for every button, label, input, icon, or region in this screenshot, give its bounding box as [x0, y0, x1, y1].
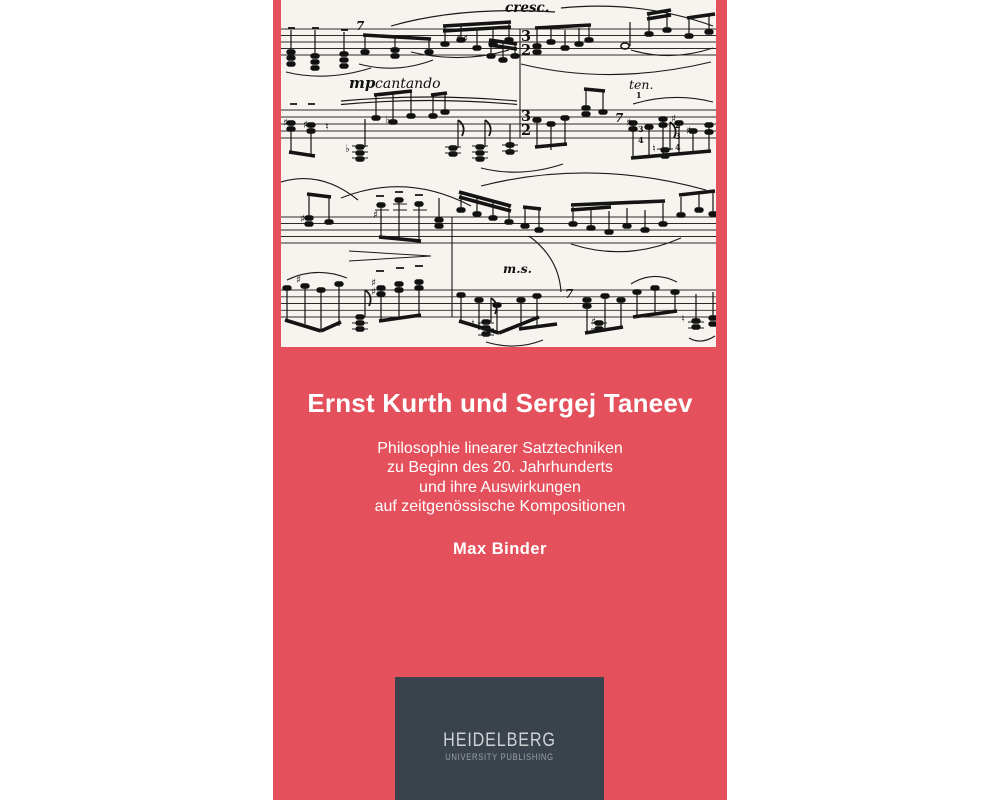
sharp-accidental: ♯	[371, 277, 377, 289]
eighth-rest: 7	[615, 111, 624, 125]
sharp-accidental: ♯	[296, 274, 302, 286]
cantando-marking: cantando	[375, 76, 441, 92]
fingering-number: 4	[675, 142, 681, 152]
author-name: Max Binder	[453, 540, 547, 558]
natural-accidental: ♮	[471, 318, 475, 330]
sharp-accidental: ♯	[371, 286, 377, 298]
fingering-number: 2	[675, 120, 681, 130]
dynamic-marking: mp	[349, 74, 376, 92]
eighth-rest: 7	[565, 287, 574, 301]
publisher-logo	[411, 677, 589, 800]
publisher-subname: UNIVERSITY PUBLISHING	[445, 752, 554, 762]
sharp-accidental: ♯	[283, 117, 289, 129]
fingering-number: 1	[636, 90, 642, 100]
flat-accidental: ♭	[385, 114, 390, 126]
fingering-number: 3	[675, 131, 681, 141]
sharp-accidental: ♯	[303, 119, 309, 131]
sharp-accidental: ♯	[686, 125, 692, 137]
book-subtitle	[273, 439, 727, 517]
natural-accidental: ♮	[652, 143, 656, 155]
tenuto-marks	[288, 28, 423, 271]
time-signature-denominator: 2	[520, 122, 532, 139]
fingering-number: 4	[638, 135, 644, 145]
sharp-accidental: ♯	[300, 213, 306, 225]
time-signature-numerator: 3	[520, 28, 532, 45]
sharp-accidental: ♯	[463, 33, 469, 45]
tenuto-marking: ten.	[629, 77, 654, 92]
time-signature-numerator: 3	[520, 108, 532, 125]
sharp-accidental: ♯	[626, 117, 632, 129]
slurs	[281, 6, 715, 346]
sheet-music-image	[281, 0, 716, 347]
rests	[356, 19, 624, 301]
fingering-numbers	[636, 90, 681, 152]
mano-sinistra-marking: m.s.	[503, 261, 532, 276]
sharp-accidental: ♯	[671, 113, 677, 125]
fingering-number: 3	[638, 124, 644, 134]
subtitle-line: Philosophie linearer Satztechniken	[377, 440, 623, 457]
time-signatures	[521, 28, 531, 139]
subtitle-line: auf zeitgenössische Kompositionen	[374, 498, 626, 516]
flat-accidental: ♭	[345, 143, 350, 155]
book-cover	[273, 0, 727, 800]
sharp-accidental: ♯	[591, 316, 597, 328]
time-signature-denominator: 2	[520, 42, 532, 59]
book-title: Ernst Kurth und Sergej Taneev	[307, 388, 693, 418]
sharp-accidental: ♯	[373, 209, 379, 221]
natural-accidental: ♮	[325, 121, 329, 133]
sheet-music-panel	[281, 0, 716, 347]
subtitle-line: und ihre Auswirkungen	[419, 478, 581, 496]
subtitle-line: zu Beginn des 20. Jahrhunderts	[387, 459, 613, 477]
natural-accidental: ♮	[681, 313, 685, 325]
publisher-name: HEIDELBERG	[443, 730, 556, 751]
sharp-accidental: ♯	[456, 33, 462, 45]
crescendo-hairpin	[349, 251, 431, 261]
eighth-rest: 7	[356, 19, 365, 33]
publisher-logo-box	[395, 677, 604, 800]
crescendo-marking: cresc.	[505, 0, 550, 16]
